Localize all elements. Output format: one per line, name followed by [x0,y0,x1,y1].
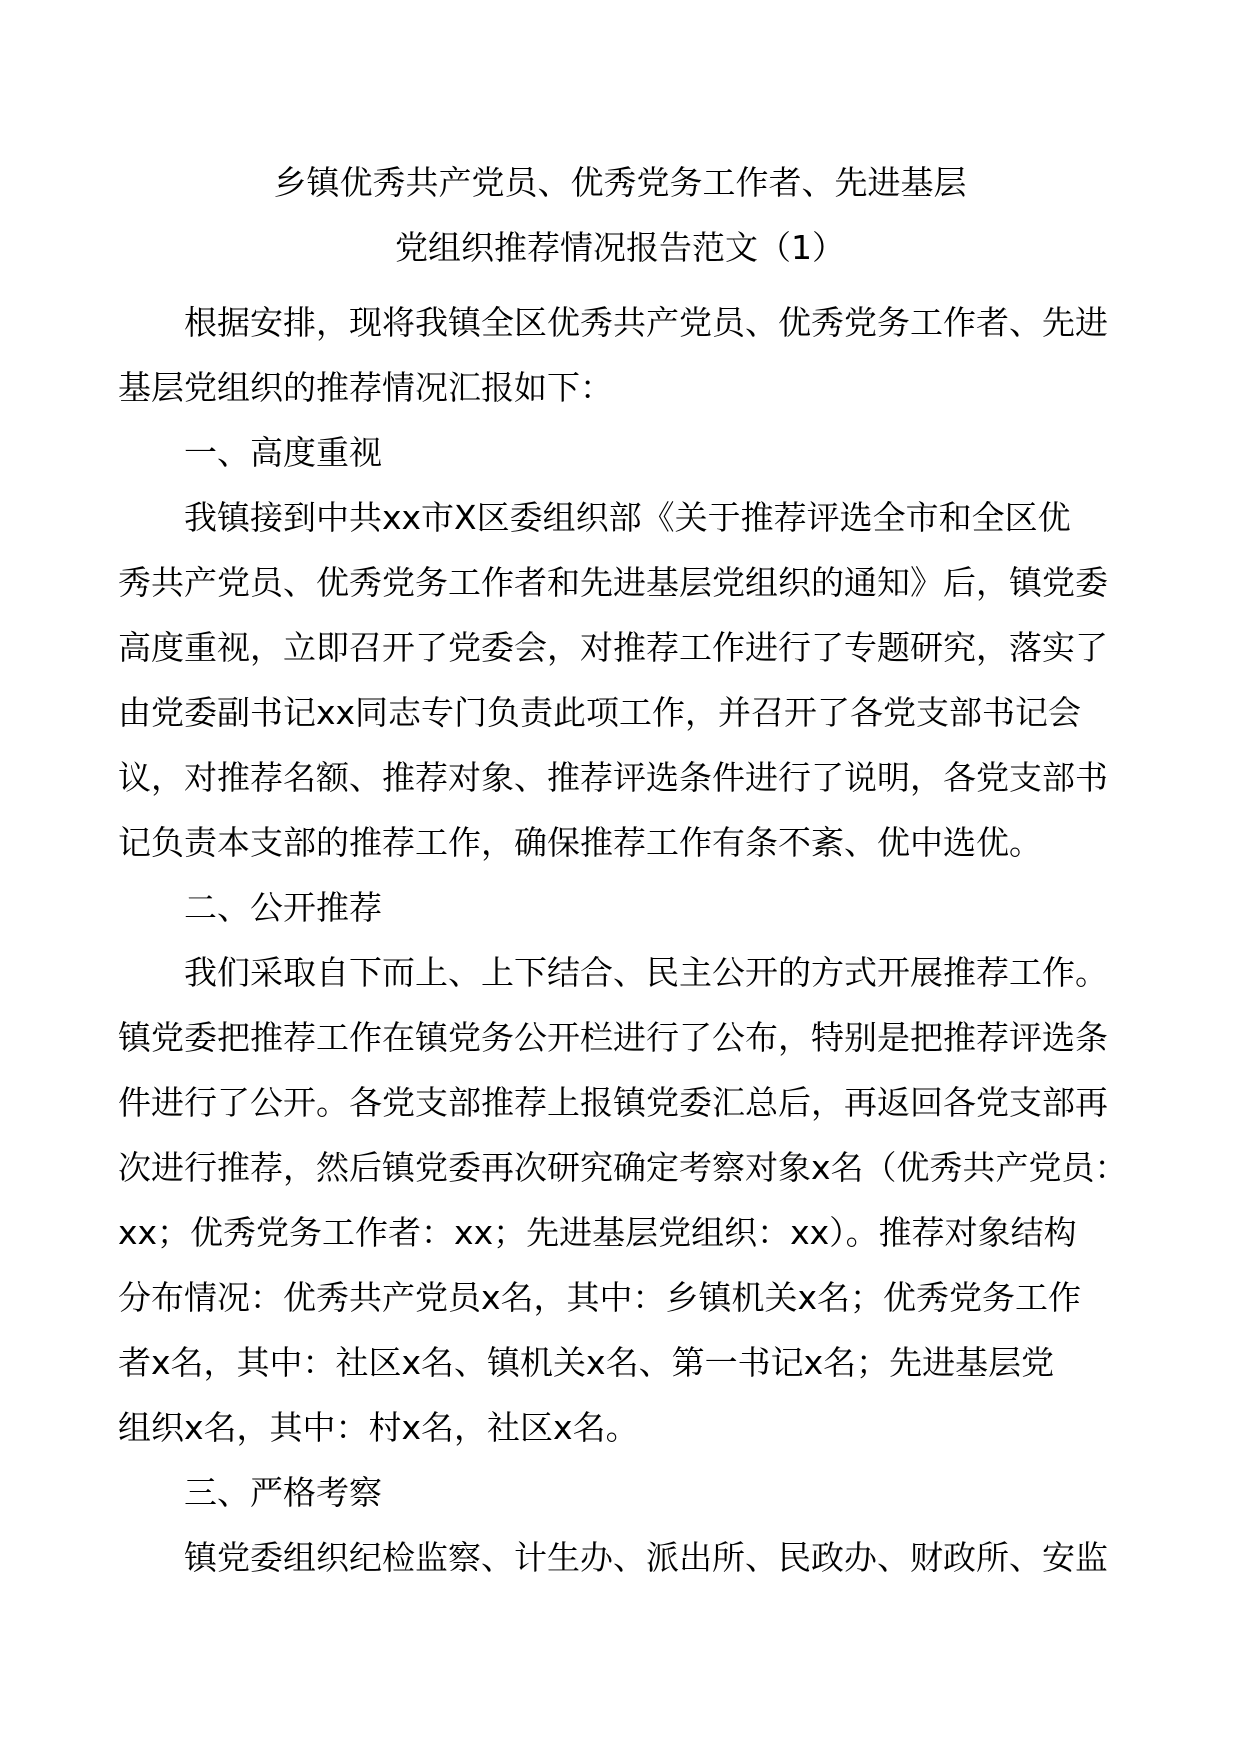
body-line: 议，对推荐名额、推荐对象、推荐评选条件进行了说明，各党支部书 [118,758,1108,797]
body-line: 镇党委把推荐工作在镇党务公开栏进行了公布，特别是把推荐评选条 [118,1018,1108,1057]
body-line: 记负责本支部的推荐工作，确保推荐工作有条不紊、优中选优。 [118,823,1042,862]
body-line: 秀共产党员、优秀党务工作者和先进基层党组织的通知》后，镇党委 [118,563,1108,602]
body-line: 高度重视，立即召开了党委会，对推荐工作进行了专题研究，落实了 [118,628,1108,667]
body-line: 件进行了公开。各党支部推荐上报镇党委汇总后，再返回各党支部再 [118,1083,1108,1122]
body-line: 二、公开推荐 [184,888,382,927]
body-line: xx；优秀党务工作者：xx；先进基层党组织：xx）。推荐对象结构 [118,1213,1077,1252]
body-line: 我镇接到中共xx市X区委组织部《关于推荐评选全市和全区优 [184,498,1071,537]
body-line: 次进行推荐，然后镇党委再次研究确定考察对象x名（优秀共产党员： [118,1148,1128,1187]
body-line: 我们采取自下而上、上下结合、民主公开的方式开展推荐工作。 [184,953,1108,992]
title-line-1: 乡镇优秀共产党员、优秀党务工作者、先进基层 [273,163,967,202]
body-line: 根据安排，现将我镇全区优秀共产党员、优秀党务工作者、先进 [184,303,1108,342]
body-line: 组织x名，其中：村x名，社区x名。 [118,1408,639,1447]
body-line: 分布情况：优秀共产党员x名，其中：乡镇机关x名；优秀党务工作 [118,1278,1082,1317]
document-title [100,150,1140,280]
body-line: 者x名，其中：社区x名、镇机关x名、第一书记x名；先进基层党 [118,1343,1055,1382]
title-line-2: 党组织推荐情况报告范文（1） [395,228,845,267]
document-body [118,290,1148,1590]
body-line: 镇党委组织纪检监察、计生办、派出所、民政办、财政所、安监 [184,1538,1108,1577]
body-line: 由党委副书记xx同志专门负责此项工作，并召开了各党支部书记会 [118,693,1082,732]
body-line: 三、严格考察 [184,1473,382,1512]
body-line: 一、高度重视 [184,433,382,472]
body-line: 基层党组织的推荐情况汇报如下： [118,368,613,407]
